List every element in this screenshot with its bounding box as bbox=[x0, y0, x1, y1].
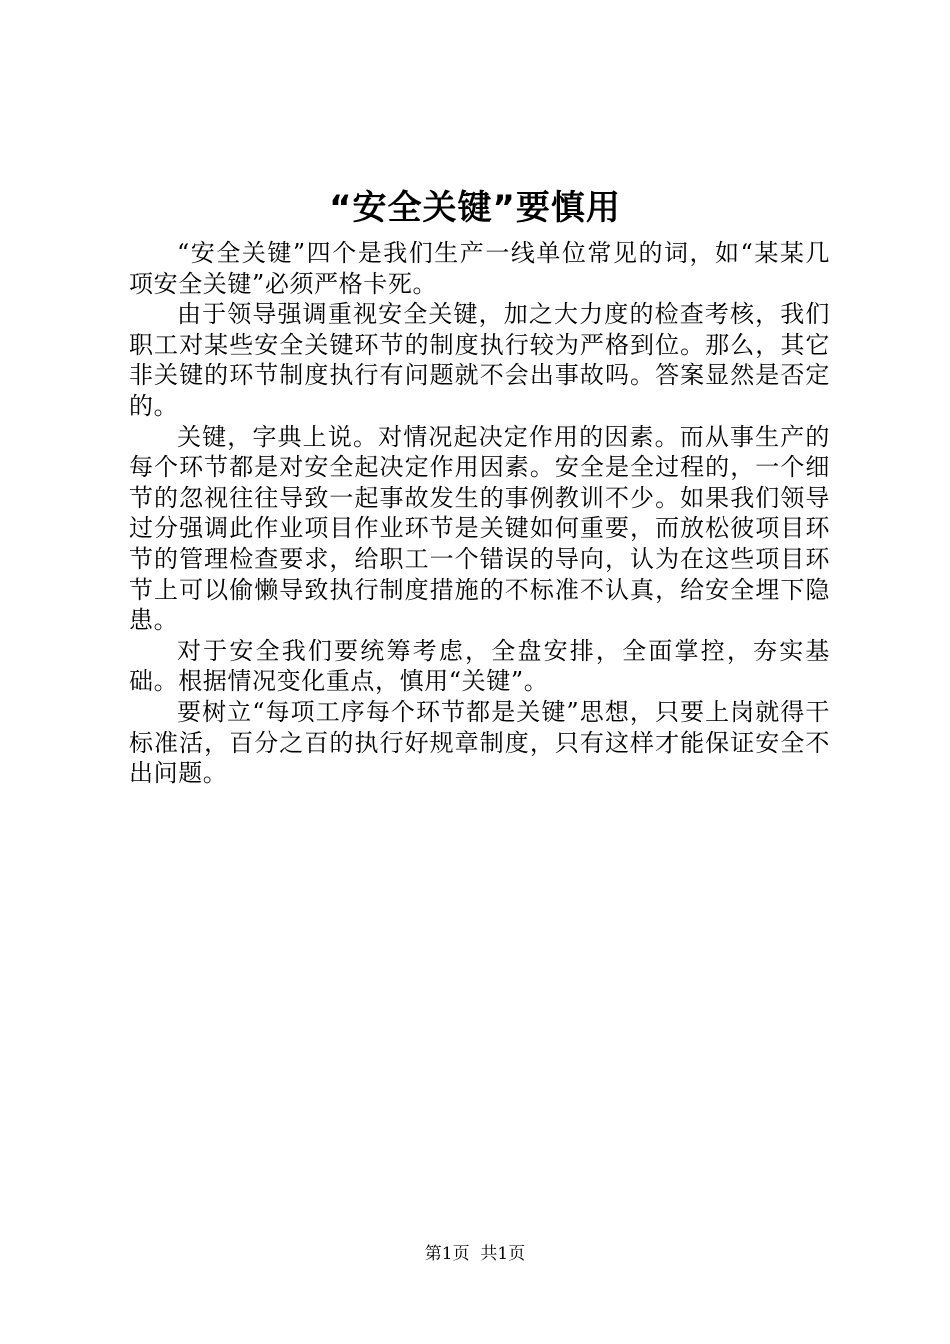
paragraph-3: 关键，字典上说。对情况起决定作用的因素。而从事生产的每个环节都是对安全起决定作用因素。安全是全过程的，一个细节的忽视往往导致一起事故发生的事例教训不少。如果我们领导过分强调此作业项目作业环节是关键如何重要，而放松彼项目环节的管理检查要求，给职工一个错误的导向，认为在这些项目环节上可以偷懒导致执行制度措施的不标准不认真，给安全埋下隐患。 bbox=[129, 422, 830, 635]
paragraph-1: “安全关键”四个是我们生产一线单位常见的词，如“某某几项安全关键”必须严格卡死。 bbox=[129, 239, 830, 298]
page-footer bbox=[0, 1243, 950, 1265]
paragraph-2: 由于领导强调重视安全关键，加之大力度的检查考核，我们职工对某些安全关键环节的制度执行较为严格到位。那么，其它非关键的环节制度执行有问题就不会出事故吗。答案显然是否定的。 bbox=[129, 300, 830, 420]
document-body bbox=[129, 238, 830, 789]
paragraph-4: 对于安全我们要统筹考虑，全盘安排，全面掌控，夯实基础。根据情况变化重点，慎用“关键”。 bbox=[129, 636, 830, 696]
page-number: 第1页 bbox=[424, 1244, 470, 1264]
document-title: “安全关键”要慎用 bbox=[329, 188, 621, 228]
page-total: 共1页 bbox=[480, 1244, 526, 1264]
paragraph-5: 要树立“每项工序每个环节都是关键”思想，只要上岗就得干标准活，百分之百的执行好规章制度，只有这样才能保证安全不出问题。 bbox=[129, 697, 830, 788]
